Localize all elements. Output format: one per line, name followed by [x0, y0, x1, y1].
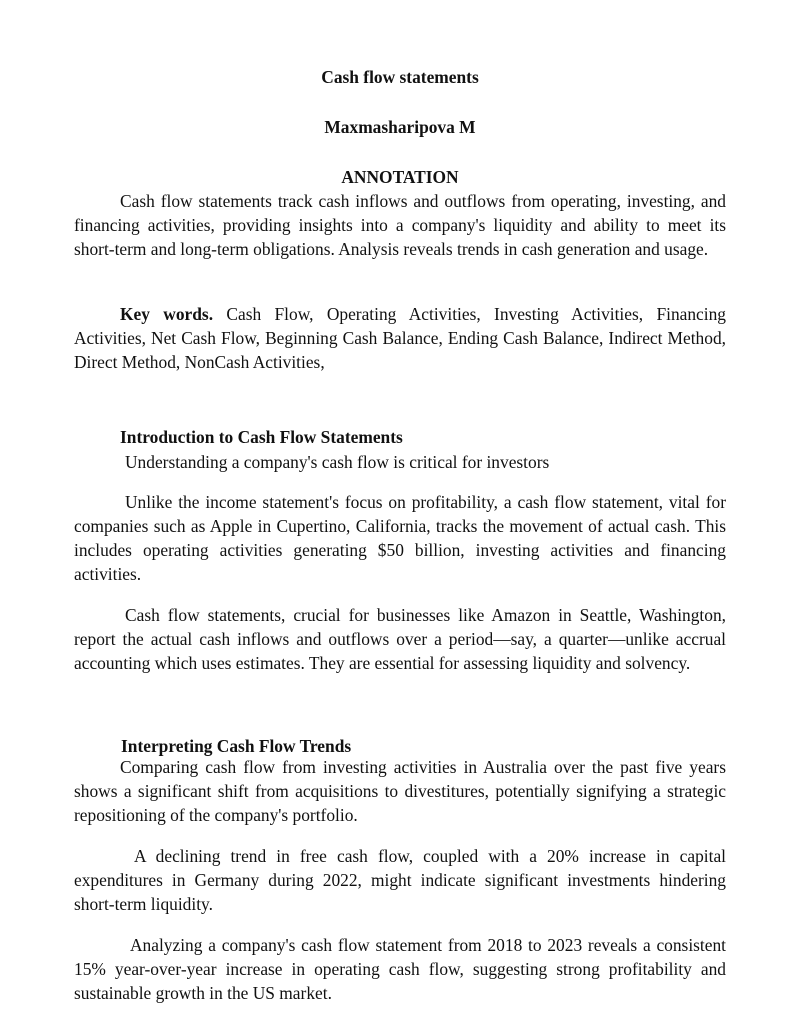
trends-paragraph-2: A declining trend in free cash flow, coupled with a 20% increase in capital expenditures in Germany during 2022, might indicate significant investments hindering short-term liquidity.	[74, 846, 726, 914]
annotation-paragraph: Cash flow statements track cash inflows and outflows from operating, investing, and financing activities, providing insights into a company's liquidity and ability to meet its short-term and long-term obligations. Analysis reveals trends in cash generation and usage.	[74, 191, 726, 259]
section-heading-introduction: Introduction to Cash Flow Statements	[120, 427, 403, 447]
trends-paragraph-1: Comparing cash flow from investing activities in Australia over the past five years shows a significant shift from acquisitions to divestitures, potentially signifying a strategic repositioning of the company's portfolio.	[74, 757, 726, 825]
section-heading-trends: Interpreting Cash Flow Trends	[121, 736, 352, 756]
document-author: Maxmasharipova M	[324, 117, 476, 137]
introduction-subline: Understanding a company's cash flow is critical for investors	[125, 452, 550, 472]
annotation-heading: ANNOTATION	[341, 167, 459, 187]
keywords-label: Key words.	[120, 304, 214, 324]
introduction-paragraph-2: Cash flow statements, crucial for businesses like Amazon in Seattle, Washington, report the actual cash inflows and outflows over a period—say, a quarter—unlike accrual accounting which uses estimates. They are essential for assessing liquidity and solvency.	[74, 605, 726, 673]
keywords-paragraph	[74, 302, 726, 374]
keywords-text: Cash Flow, Operating Activities, Investing Activities, Financing Activities, Net Cash Flow, Beginning Cash Balance, Ending Cash Balance, Indirect Method, Direct Method, NonCash Activities,	[74, 304, 726, 372]
trends-paragraph-3: Analyzing a company's cash flow statement from 2018 to 2023 reveals a consistent 15% year-over-year increase in operating cash flow, suggesting strong profitability and sustainable growth in the US market.	[74, 935, 726, 1003]
introduction-paragraph-1: Unlike the income statement's focus on profitability, a cash flow statement, vital for companies such as Apple in Cupertino, California, tracks the movement of actual cash. This includes operating activities generating $50 billion, investing activities and financing activities.	[74, 492, 726, 584]
document-title: Cash flow statements	[321, 67, 479, 87]
